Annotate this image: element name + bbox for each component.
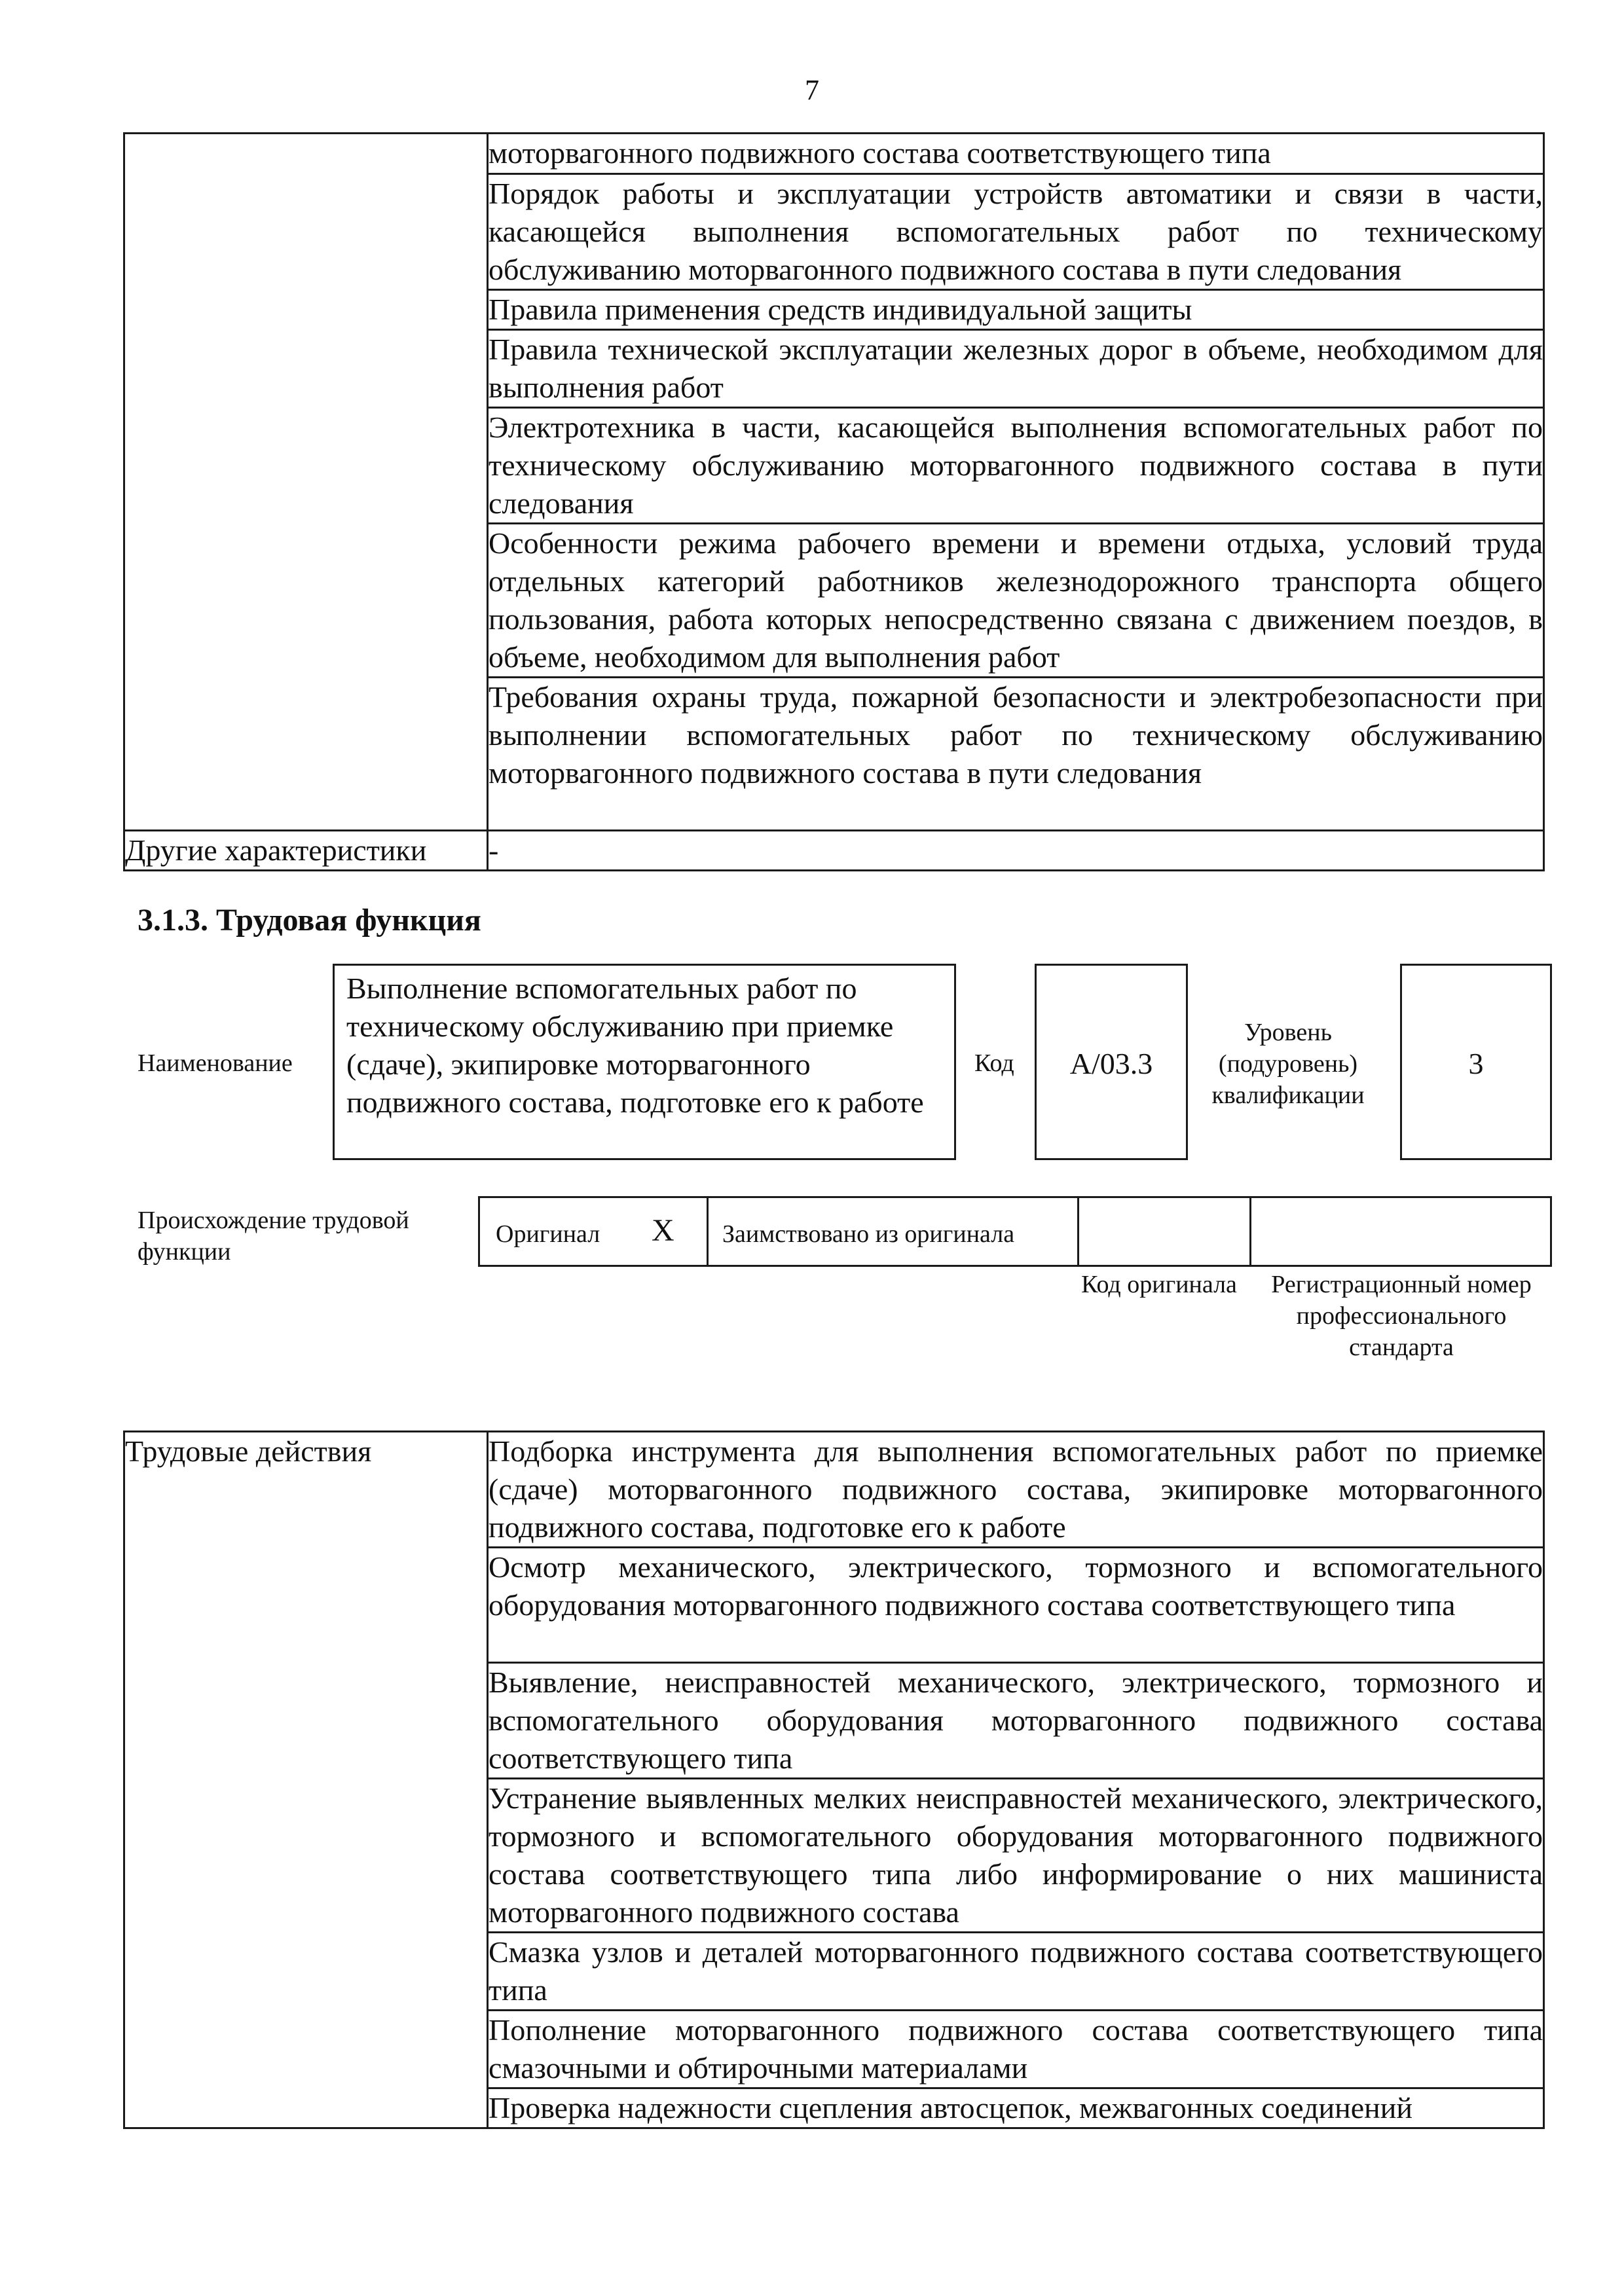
level-value-box: 3 [1400, 964, 1552, 1160]
labour-action-row: Осмотр механического, электрического, тормозного и вспомогательного оборудования моторвагонного подвижного состава соответствующего типа [488, 1548, 1544, 1663]
knowledge-row: Правила технической эксплуатации железных дорог в объеме, необходимом для выполнения работ [488, 330, 1544, 408]
knowledge-label-cell [124, 134, 488, 831]
origin-label: Происхождение трудовой функции [138, 1207, 409, 1266]
reg-number-caption: Регистрационный номер профессионального стандарта [1271, 1271, 1532, 1361]
code-label: Код [974, 1049, 1014, 1077]
origin-divider [707, 1198, 709, 1265]
knowledge-row: Правила применения средств индивидуальной защиты [488, 290, 1544, 330]
origin-divider [1249, 1198, 1251, 1265]
labour-actions-table [123, 1430, 1545, 2129]
other-characteristics-value: - [488, 831, 1544, 871]
knowledge-row: моторвагонного подвижного состава соответствующего типа [488, 134, 1544, 174]
labour-action-row: Проверка надежности сцепления автосцепок, межвагонных соединений [488, 2088, 1544, 2128]
level-label: Уровень (подуровень) квалификации [1211, 1019, 1365, 1109]
labour-action-row: Смазка узлов и деталей моторвагонного подвижного состава соответствующего типа [488, 1933, 1544, 2011]
origin-row [478, 1196, 1552, 1267]
function-name-box: Выполнение вспомогательных работ по техническому обслуживанию при приемке (сдаче), экипировке моторвагонного подвижного состава, подготовке его к работе [333, 964, 956, 1160]
knowledge-table [123, 132, 1545, 871]
code-original-caption: Код оригинала [1081, 1271, 1237, 1298]
section-heading: 3.1.3. Трудовая функция [138, 903, 481, 938]
knowledge-row: Требования охраны труда, пожарной безопасности и электробезопасности при выполнении вспомогательных работ по техническому обслуживанию моторвагонного подвижного состава в пути следования [488, 678, 1544, 831]
labour-action-row: Пополнение моторвагонного подвижного состава соответствующего типа смазочными и обтирочными материалами [488, 2011, 1544, 2088]
name-label: Наименование [138, 1049, 293, 1077]
page-number: 7 [805, 74, 819, 106]
knowledge-row: Особенности режима рабочего времени и времени отдыха, условий труда отдельных категорий работников железнодорожного транспорта общего пользования, работа которых непосредственно связана с движением поездов, в объеме, необходимом для выполнения работ [488, 524, 1544, 678]
borrowed-label: Заимствовано из оригинала [722, 1220, 1015, 1248]
original-label: Оригинал [496, 1220, 600, 1248]
labour-action-row: Устранение выявленных мелких неисправностей механического, электрического, тормозного и вспомогательного оборудования моторвагонного подвижного состава соответствующего типа либо информирование о них машиниста моторвагонного подвижного состава [488, 1779, 1544, 1933]
labour-action-row: Подборка инструмента для выполнения вспомогательных работ по приемке (сдаче) моторвагонного подвижного состава, экипировке моторвагонного подвижного состава, подготовке его к работе [488, 1432, 1544, 1548]
origin-divider [1077, 1198, 1079, 1265]
other-characteristics-label: Другие характеристики [124, 831, 488, 871]
labour-actions-label: Трудовые действия [124, 1432, 488, 2128]
code-value-box: A/03.3 [1035, 964, 1188, 1160]
original-mark: X [652, 1213, 674, 1248]
knowledge-row: Порядок работы и эксплуатации устройств автоматики и связи в части, касающейся выполнения вспомогательных работ по техническому обслуживанию моторвагонного подвижного состава в пути следования [488, 174, 1544, 290]
labour-action-row: Выявление, неисправностей механического, электрического, тормозного и вспомогательного оборудования моторвагонного подвижного состава соответствующего типа [488, 1663, 1544, 1779]
knowledge-row: Электротехника в части, касающейся выполнения вспомогательных работ по техническому обслуживанию моторвагонного подвижного состава в пути следования [488, 408, 1544, 524]
